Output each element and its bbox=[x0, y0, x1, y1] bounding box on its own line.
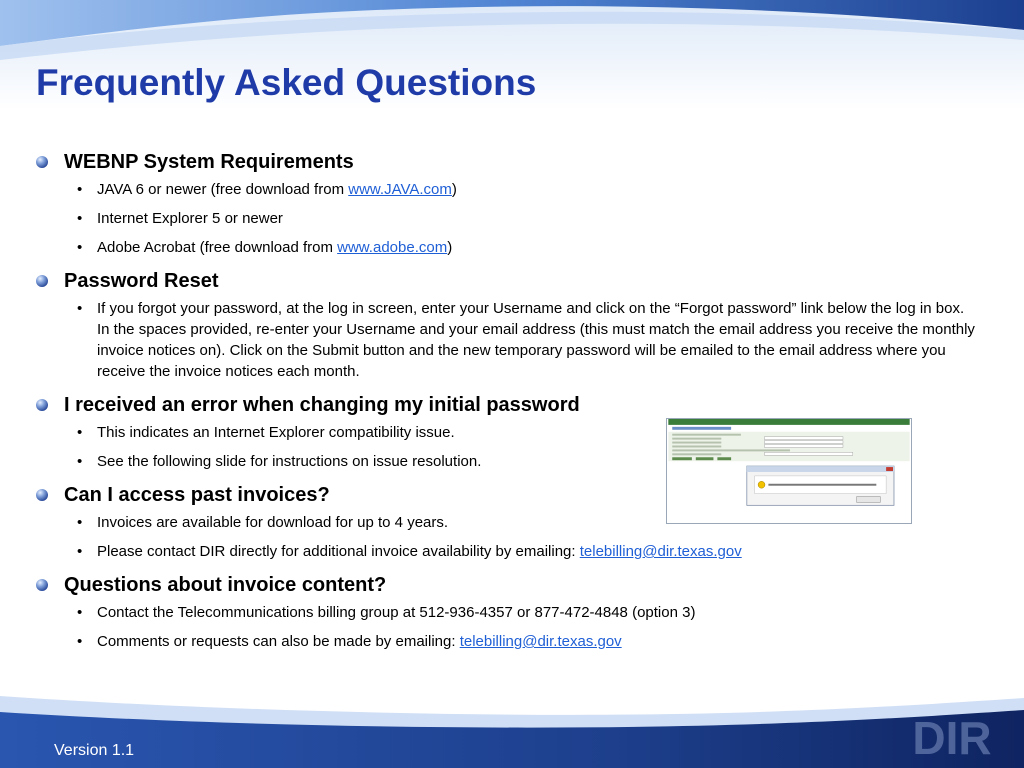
email-link[interactable]: telebilling@dir.texas.gov bbox=[579, 543, 742, 560]
faq-section-system-requirements bbox=[36, 148, 996, 258]
bullet-dot-icon: • bbox=[77, 300, 83, 317]
bullet-dot-icon: • bbox=[77, 239, 83, 256]
list-item: • Comments or requests can also be made by emailing: telebilling@dir.texas.gov bbox=[77, 633, 622, 650]
faq-content bbox=[36, 148, 996, 661]
bullet-dot-icon: • bbox=[77, 210, 83, 227]
error-dialog-screenshot bbox=[666, 418, 912, 524]
section-bullet-icon bbox=[36, 399, 48, 411]
bullet-dot-icon: • bbox=[77, 181, 83, 198]
java-link[interactable]: www.JAVA.com bbox=[348, 181, 452, 198]
list-item: • Invoices are available for download for up to 4 years. bbox=[77, 514, 449, 531]
section-bullet-icon bbox=[36, 275, 48, 287]
section-bullet-icon bbox=[36, 156, 48, 168]
section-title: I received an error when changing my initial password bbox=[64, 394, 580, 416]
list-item: • Internet Explorer 5 or newer bbox=[77, 210, 283, 227]
bullet-dot-icon: • bbox=[77, 514, 83, 531]
list-item: • Adobe Acrobat (free download from www.adobe.com) bbox=[77, 239, 453, 256]
bullet-dot-icon: • bbox=[77, 424, 83, 441]
faq-section-password-reset bbox=[36, 267, 996, 382]
adobe-link[interactable]: www.adobe.com bbox=[337, 239, 448, 256]
list-item: • This indicates an Internet Explorer compatibility issue. bbox=[77, 424, 455, 441]
svg-text:DIR: DIR bbox=[912, 712, 992, 762]
slide-title: Frequently Asked Questions bbox=[36, 62, 537, 103]
list-item: • Contact the Telecommunications billing group at 512-936-4357 or 877-472-4848 (option 3) bbox=[77, 604, 696, 621]
faq-section-invoice-content bbox=[36, 571, 996, 652]
list-item: • See the following slide for instructions on issue resolution. bbox=[77, 453, 482, 470]
bullet-dot-icon: • bbox=[77, 633, 83, 650]
bullet-dot-icon: • bbox=[77, 543, 83, 560]
section-title: Questions about invoice content? bbox=[64, 574, 387, 596]
section-bullet-icon bbox=[36, 579, 48, 591]
email-link[interactable]: telebilling@dir.texas.gov bbox=[459, 633, 622, 650]
footer-version: Version 1.1 bbox=[54, 742, 135, 759]
bullet-dot-icon: • bbox=[77, 453, 83, 470]
bullet-dot-icon: • bbox=[77, 604, 83, 621]
list-item: • Please contact DIR directly for additional invoice availability by emailing: telebilling@dir.texas.gov bbox=[77, 543, 742, 560]
section-title: Password Reset bbox=[64, 270, 219, 292]
section-title: Can I access past invoices? bbox=[64, 484, 330, 506]
section-bullet-icon bbox=[36, 489, 48, 501]
list-item: • If you forgot your password, at the log in screen, enter your Username and click on the “Forgot password” link below the log in box. In the spaces provided, re-enter your Username and your email address (this must match the email address you receive the monthly invoice notices on). Click on the Submit button and the new temporary password will be emailed to the email address where you receive the invoice notices each month. bbox=[77, 300, 975, 380]
dir-logo bbox=[898, 712, 1006, 762]
bottom-wave-decoration bbox=[0, 680, 1024, 768]
section-title: WEBNP System Requirements bbox=[64, 151, 354, 173]
list-item: • JAVA 6 or newer (free download from www.JAVA.com) bbox=[77, 181, 457, 198]
